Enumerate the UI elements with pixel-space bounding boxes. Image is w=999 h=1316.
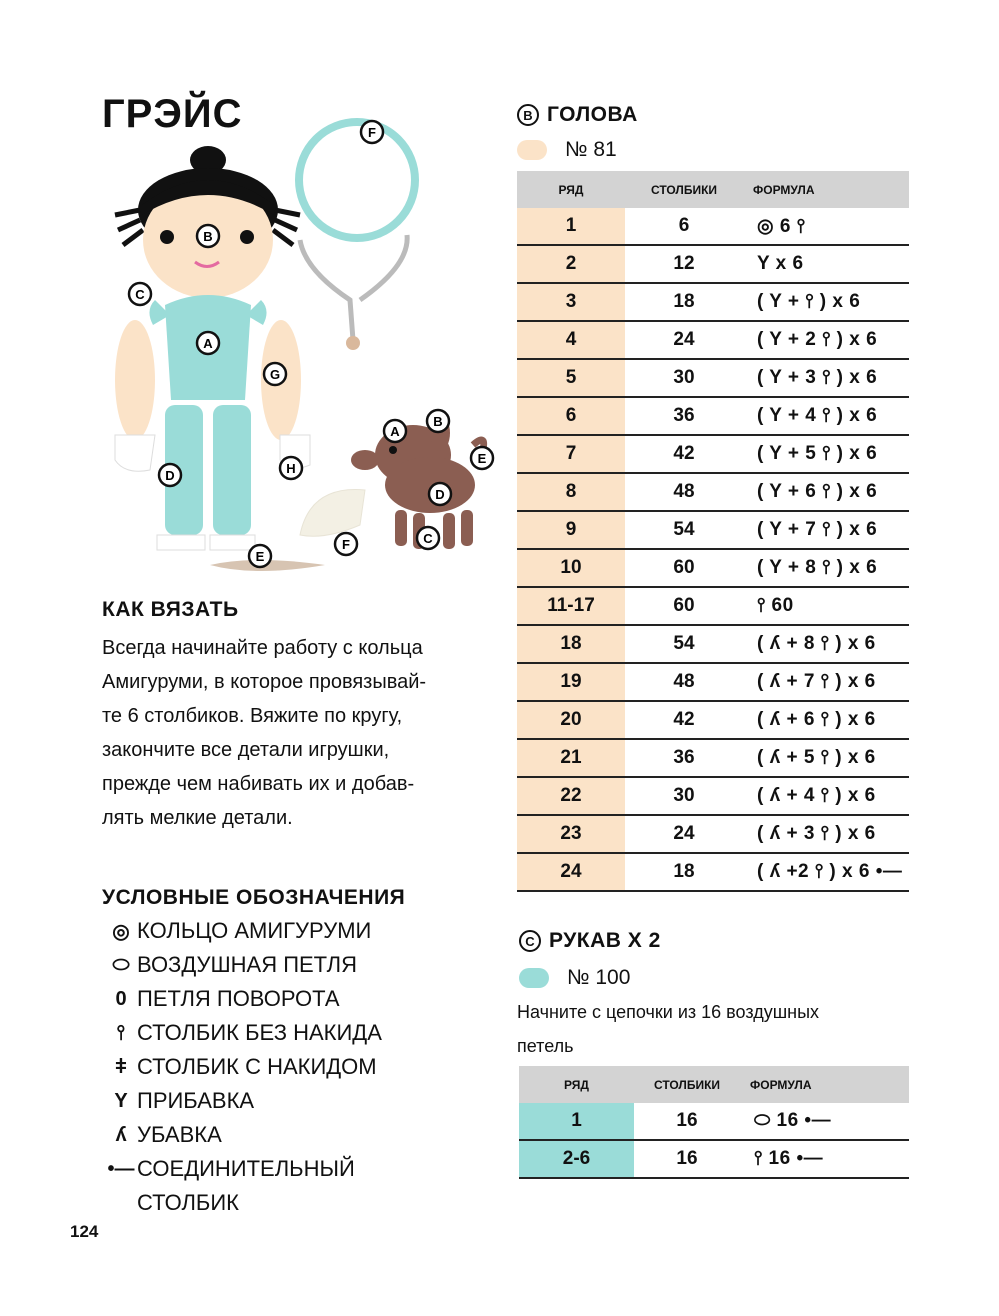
svg-text:D: D [165, 468, 175, 483]
legend-label: СТОЛБИК БЕЗ НАКИДА [137, 1020, 382, 1045]
svg-text:H: H [286, 461, 296, 476]
note-line: Начните с цепочки из 16 воздушных [517, 1002, 820, 1022]
formula-cell: ( ʎ + 6 ⫯ ) x 6 [743, 701, 909, 739]
formula-cell: ( Y + 7 ⫯ ) x 6 [743, 511, 909, 549]
head-pattern-table [517, 171, 909, 892]
svg-text:E: E [255, 549, 265, 564]
row-number-cell: 9 [517, 511, 625, 549]
marker-b-head [197, 225, 219, 247]
formula-cell: ( Y + 8 ⫯ ) x 6 [743, 549, 909, 587]
stitch-count-cell: 60 [625, 549, 743, 587]
row-number-cell: 18 [517, 625, 625, 663]
section-letter-badge: C [519, 930, 541, 952]
table-row [519, 1140, 909, 1178]
table-row [517, 777, 909, 815]
row-number-cell: 21 [517, 739, 625, 777]
table-row [517, 245, 909, 283]
legend-item [105, 1084, 382, 1118]
stitch-count-cell: 24 [625, 321, 743, 359]
yarn-number: № 81 [565, 138, 617, 161]
column-header: ФОРМУЛА [743, 171, 909, 208]
table-row [517, 473, 909, 511]
marker-c-dog [417, 527, 439, 549]
formula-cell: ( ʎ + 8 ⫯ ) x 6 [743, 625, 909, 663]
marker-f-hat [335, 533, 357, 555]
table-row [517, 397, 909, 435]
yarn-color-swatch [517, 140, 547, 160]
how-to-line: Амигуруми, в которое провязывай- [102, 671, 427, 693]
dog-illustration [351, 415, 484, 549]
legend-item [105, 1118, 382, 1152]
increase-icon: Y [114, 1089, 128, 1112]
row-number-cell: 7 [517, 435, 625, 473]
row-number-cell: 8 [517, 473, 625, 511]
legend-label: ПРИБАВКА [137, 1088, 255, 1113]
table-row [517, 359, 909, 397]
legend-label: КОЛЬЦО АМИГУРУМИ [137, 918, 372, 943]
table-row [517, 663, 909, 701]
magic-ring-icon: ◎ [112, 920, 130, 943]
decrease-icon: ʎ [115, 1123, 127, 1146]
legend-label: ПЕТЛЯ ПОВОРОТА [137, 986, 340, 1011]
table-row [517, 587, 909, 625]
section-title: ГОЛОВА [547, 103, 638, 126]
yarn-color-swatch [519, 968, 549, 988]
illustration [95, 115, 515, 585]
stitch-count-cell: 42 [625, 701, 743, 739]
svg-text:C: C [423, 531, 433, 546]
table-row [519, 1103, 909, 1140]
formula-cell: ( ʎ +2 ⫯ ) x 6 •— [743, 853, 909, 891]
svg-text:B: B [203, 229, 213, 244]
stitch-count-cell: 36 [625, 739, 743, 777]
sleeve-pattern-table [519, 1066, 909, 1179]
legend-label: ВОЗДУШНАЯ ПЕТЛЯ [137, 952, 357, 977]
stitch-count-cell: 24 [625, 815, 743, 853]
table-row [517, 739, 909, 777]
legend-item [105, 1050, 382, 1084]
row-number-cell: 1 [519, 1103, 634, 1140]
svg-text:F: F [368, 125, 376, 140]
table-row [517, 283, 909, 321]
formula-cell: Y x 6 [743, 245, 909, 283]
formula-cell: ( ʎ + 3 ⫯ ) x 6 [743, 815, 909, 853]
how-to-text [102, 631, 502, 835]
table-row [517, 208, 909, 245]
sleeve-yarn [519, 966, 630, 990]
how-to-line: закончите все детали игрушки, [102, 739, 390, 761]
row-number-cell: 22 [517, 777, 625, 815]
stitch-count-cell: 30 [625, 777, 743, 815]
stitch-count-cell: 60 [625, 587, 743, 625]
marker-e-dog [471, 447, 493, 469]
marker-b-dog [427, 410, 449, 432]
table-row [517, 321, 909, 359]
svg-text:D: D [435, 487, 445, 502]
table-row [517, 549, 909, 587]
table-header-row [519, 1066, 909, 1103]
legend-label: СТОЛБИК [137, 1190, 239, 1215]
row-number-cell: 10 [517, 549, 625, 587]
row-number-cell: 11-17 [517, 587, 625, 625]
table-header-row [517, 171, 909, 208]
legend-list [105, 914, 382, 1220]
sleeve-note [517, 995, 819, 1063]
formula-cell: ⫯ 16 •— [740, 1140, 909, 1178]
slip-stitch-icon: •— [107, 1157, 135, 1180]
formula-cell: ( ʎ + 5 ⫯ ) x 6 [743, 739, 909, 777]
legend-item [105, 1152, 382, 1186]
row-number-cell: 23 [517, 815, 625, 853]
doll-illustration [115, 146, 325, 571]
hat-illustration [300, 490, 365, 537]
row-number-cell: 2 [517, 245, 625, 283]
sleeve-heading [519, 929, 661, 953]
svg-text:C: C [135, 287, 145, 302]
svg-text:F: F [342, 537, 350, 552]
marker-c-sleeve [129, 283, 151, 305]
formula-cell: ( Y + 5 ⫯ ) x 6 [743, 435, 909, 473]
stitch-count-cell: 12 [625, 245, 743, 283]
row-number-cell: 1 [517, 208, 625, 245]
turning-chain-icon: 0 [115, 987, 127, 1010]
row-number-cell: 3 [517, 283, 625, 321]
how-to-heading: КАК ВЯЗАТЬ [102, 598, 239, 621]
row-number-cell: 4 [517, 321, 625, 359]
column-header: СТОЛБИКИ [634, 1066, 740, 1103]
table-row [517, 625, 909, 663]
table-row [517, 435, 909, 473]
section-title: РУКАВ X 2 [549, 929, 661, 952]
marker-d-leg [159, 464, 181, 486]
legend-item [105, 914, 382, 948]
row-number-cell: 19 [517, 663, 625, 701]
stitch-count-cell: 6 [625, 208, 743, 245]
table-row [517, 815, 909, 853]
column-header: РЯД [519, 1066, 634, 1103]
marker-f-stethoscope [361, 121, 383, 143]
formula-cell: ( ʎ + 7 ⫯ ) x 6 [743, 663, 909, 701]
page-title: ГРЭЙС [102, 92, 243, 136]
svg-text:E: E [477, 451, 487, 466]
marker-e-shoes [249, 545, 271, 567]
head-yarn [517, 138, 617, 162]
row-number-cell: 2-6 [519, 1140, 634, 1178]
legend-item [105, 948, 382, 982]
marker-d-dog [429, 483, 451, 505]
legend-item [105, 1016, 382, 1050]
legend-heading: УСЛОВНЫЕ ОБОЗНАЧЕНИЯ [102, 886, 406, 909]
legend-label: УБАВКА [137, 1122, 222, 1147]
yarn-number: № 100 [567, 966, 631, 989]
table-body [517, 208, 909, 891]
how-to-line: те 6 столбиков. Вяжите по кругу, [102, 705, 403, 727]
row-number-cell: 6 [517, 397, 625, 435]
marker-h-glove [280, 457, 302, 479]
formula-cell: ◎ 6 ⫯ [743, 208, 909, 245]
column-header: СТОЛБИКИ [625, 171, 743, 208]
row-number-cell: 5 [517, 359, 625, 397]
stitch-count-cell: 18 [625, 283, 743, 321]
note-line: петель [517, 1036, 574, 1056]
stitch-count-cell: 16 [634, 1103, 740, 1140]
single-crochet-icon: ⫯ [116, 1021, 126, 1044]
formula-cell: ( Y + 4 ⫯ ) x 6 [743, 397, 909, 435]
svg-text:A: A [390, 424, 400, 439]
row-number-cell: 24 [517, 853, 625, 891]
svg-text:G: G [269, 367, 281, 382]
table-row [517, 511, 909, 549]
formula-cell: ⬭ 16 •— [740, 1103, 909, 1140]
how-to-line: лять мелкие детали. [102, 807, 293, 829]
stitch-count-cell: 30 [625, 359, 743, 397]
svg-text:A: A [203, 336, 213, 351]
marker-a-body [197, 332, 219, 354]
table-row [517, 853, 909, 891]
formula-cell: ⫯ 60 [743, 587, 909, 625]
table-body [519, 1103, 909, 1178]
legend-label: СТОЛБИК С НАКИДОМ [137, 1054, 377, 1079]
column-header: РЯД [517, 171, 625, 208]
table-row [517, 701, 909, 739]
how-to-line: прежде чем набивать их и добав- [102, 773, 415, 795]
formula-cell: ( Y + 6 ⫯ ) x 6 [743, 473, 909, 511]
legend-item [105, 1186, 382, 1220]
how-to-line: Всегда начинайте работу с кольца [102, 637, 423, 659]
svg-text:B: B [433, 414, 443, 429]
page-number: 124 [70, 1222, 99, 1241]
double-crochet-icon: ǂ [115, 1055, 127, 1078]
stitch-count-cell: 18 [625, 853, 743, 891]
section-letter-badge: B [517, 104, 539, 126]
formula-cell: ( ʎ + 4 ⫯ ) x 6 [743, 777, 909, 815]
stitch-count-cell: 16 [634, 1140, 740, 1178]
stitch-count-cell: 48 [625, 663, 743, 701]
formula-cell: ( Y + 2 ⫯ ) x 6 [743, 321, 909, 359]
marker-a-dog [384, 420, 406, 442]
legend-item [105, 982, 382, 1016]
row-number-cell: 20 [517, 701, 625, 739]
column-header: ФОРМУЛА [740, 1066, 909, 1103]
legend-label: СОЕДИНИТЕЛЬНЫЙ [137, 1156, 355, 1181]
stitch-count-cell: 36 [625, 397, 743, 435]
stitch-count-cell: 54 [625, 625, 743, 663]
stitch-count-cell: 42 [625, 435, 743, 473]
stitch-count-cell: 48 [625, 473, 743, 511]
stitch-count-cell: 54 [625, 511, 743, 549]
formula-cell: ( Y + ⫯ ) x 6 [743, 283, 909, 321]
stethoscope-illustration [299, 122, 415, 350]
chain-stitch-icon: ⬭ [112, 953, 130, 976]
formula-cell: ( Y + 3 ⫯ ) x 6 [743, 359, 909, 397]
head-heading [517, 103, 638, 127]
marker-g-arm [264, 363, 286, 385]
